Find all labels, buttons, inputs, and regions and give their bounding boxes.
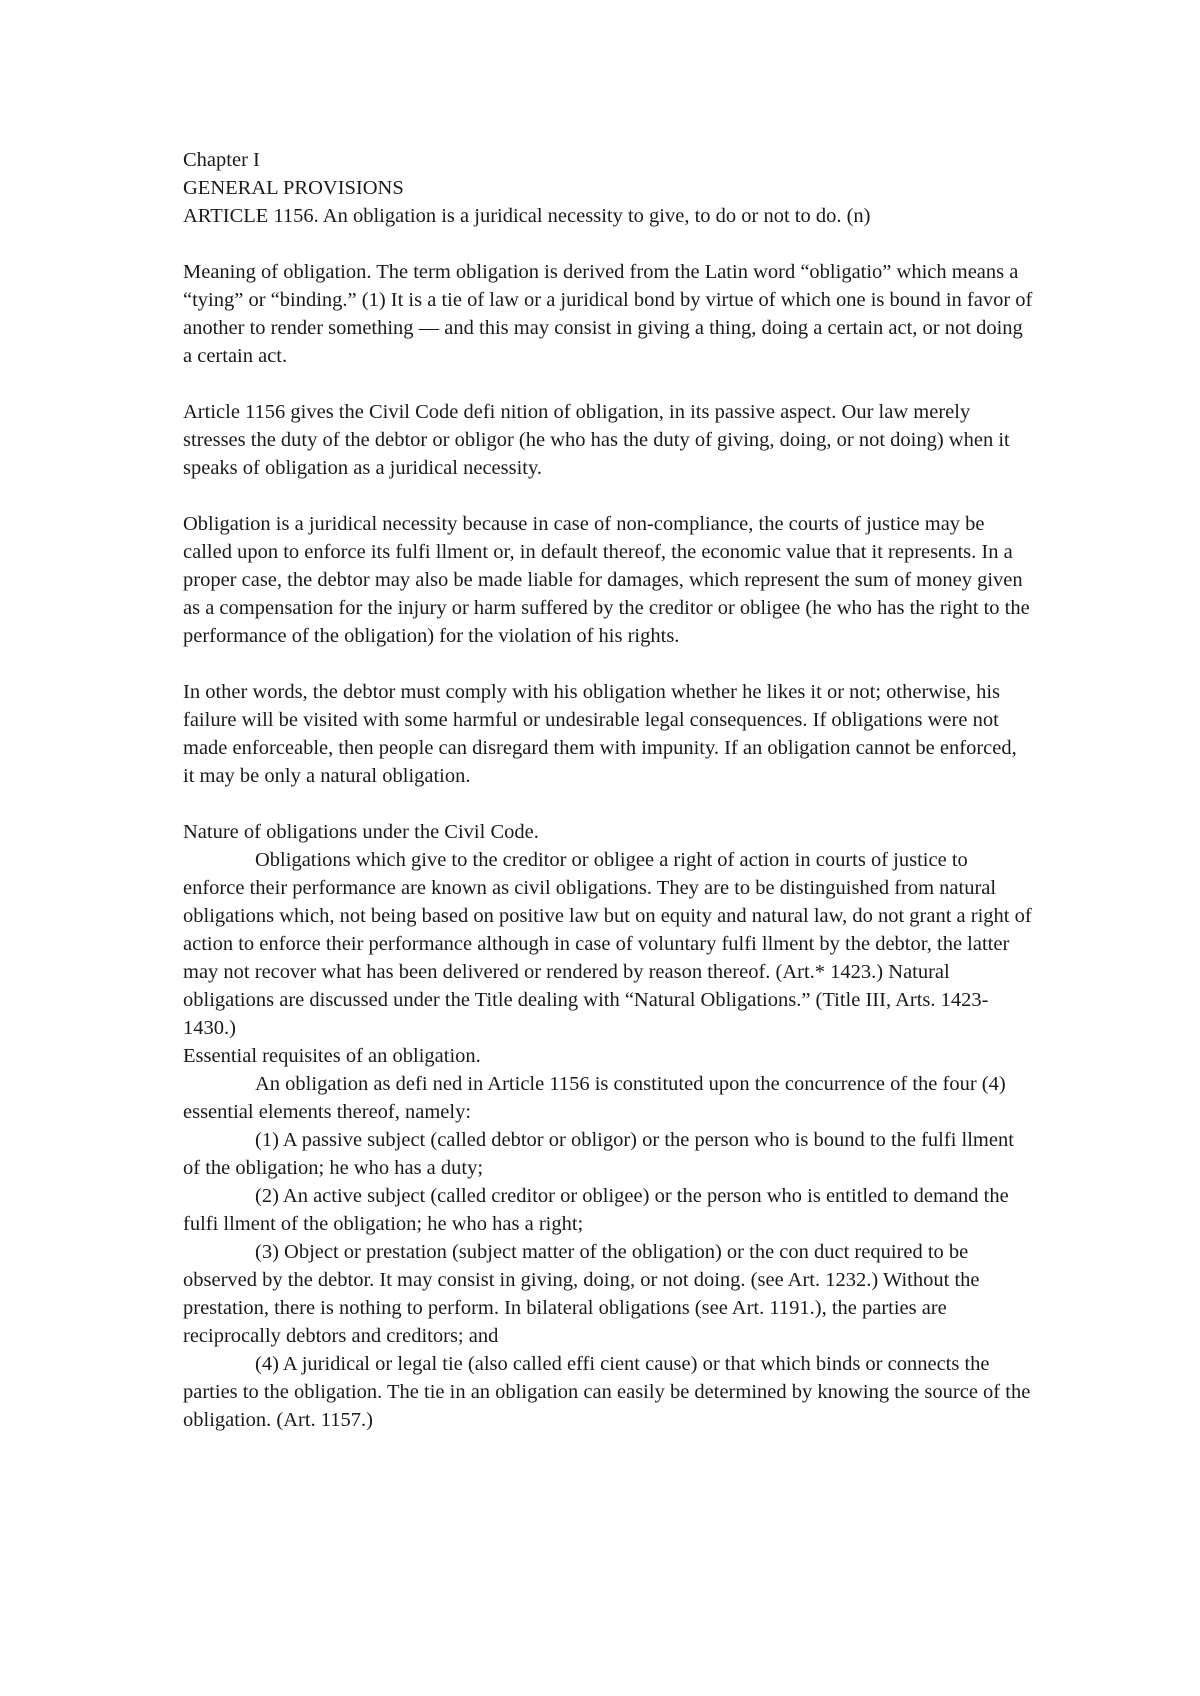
nature-body: Obligations which give to the creditor or obligee a right of action in courts of justice to enforce their performance are known as civil obligations. They are to be distinguished from natural obligations which, not being based on positive law but on equity and natural law, do not grant a right of action to enforce their performance although in case of voluntary fulfi llment by the debtor, the latter may not recover what has been delivered or rendered by reason thereof. (Art.* 1423.) Natural obligations are discussed under the Title dealing with “Natural Obligations.” (Title III, Arts. 1423-1430.) <box>183 849 1032 1039</box>
chapter-label: Chapter I <box>183 149 260 171</box>
document-page <box>183 146 1033 1434</box>
requisite-item: (4) A juridical or legal tie (also called effi cient cause) or that which binds or connects the parties to the obligation. The tie in an obligation can easily be determined by knowing the source of the obligation. (Art. 1157.) <box>183 1353 1031 1431</box>
paragraph-meaning: Meaning of obligation. The term obligation is derived from the Latin word “obligatio” which means a “tying” or “binding.” (1) It is a tie of law or a juridical bond by virtue of which one is bound in favor of another to render something — and this may consist in giving a thing, doing a certain act, or not doing a certain act. <box>183 261 1033 367</box>
requisite-item: (2) An active subject (called creditor or obligee) or the person who is entitled to demand the fulfi llment of the obligation; he who has a right; <box>183 1185 1009 1235</box>
nature-heading: Nature of obligations under the Civil Code. <box>183 821 539 843</box>
article-1156: ARTICLE 1156. An obligation is a juridical necessity to give, to do or not to do. (n) <box>183 205 871 227</box>
paragraph-juridical-necessity: Obligation is a juridical necessity because in case of non-compliance, the courts of justice may be called upon to enforce its fulfi llment or, in default thereof, the economic value that it represents. In a proper case, the debtor may also be made liable for damages, which represent the sum of money given as a compensation for the injury or harm suffered by the creditor or obligee (he who has the right to the performance of the obligation) for the violation of his rights. <box>183 513 1030 647</box>
requisite-item: (1) A passive subject (called debtor or obligor) or the person who is bound to the fulfi llment of the obligation; he who has a duty; <box>183 1129 1014 1179</box>
section-title: GENERAL PROVISIONS <box>183 177 404 199</box>
requisite-item: (3) Object or prestation (subject matter of the obligation) or the con duct required to be observed by the debtor. It may consist in giving, doing, or not doing. (see Art. 1232.) Without the prestation, there is nothing to perform. In bilateral obligations (see Art. 1191.), the parties are reciprocally debtors and creditors; and <box>183 1241 980 1347</box>
requisites-heading: Essential requisites of an obligation. <box>183 1045 481 1067</box>
paragraph-other-words: In other words, the debtor must comply with his obligation whether he likes it or not; otherwise, his failure will be visited with some harmful or undesirable legal consequences. If obligations were not made enforceable, then people can disregard them with impunity. If an obligation cannot be enforced, it may be only a natural obligation. <box>183 681 1017 787</box>
paragraph-definition: Article 1156 gives the Civil Code defi nition of obligation, in its passive aspect. Our law merely stresses the duty of the debtor or obligor (he who has the duty of giving, doing, or not doing) when it speaks of obligation as a juridical necessity. <box>183 401 1010 479</box>
requisites-intro: An obligation as defi ned in Article 1156 is constituted upon the concurrence of the four (4) essential elements thereof, namely: <box>183 1073 1006 1123</box>
